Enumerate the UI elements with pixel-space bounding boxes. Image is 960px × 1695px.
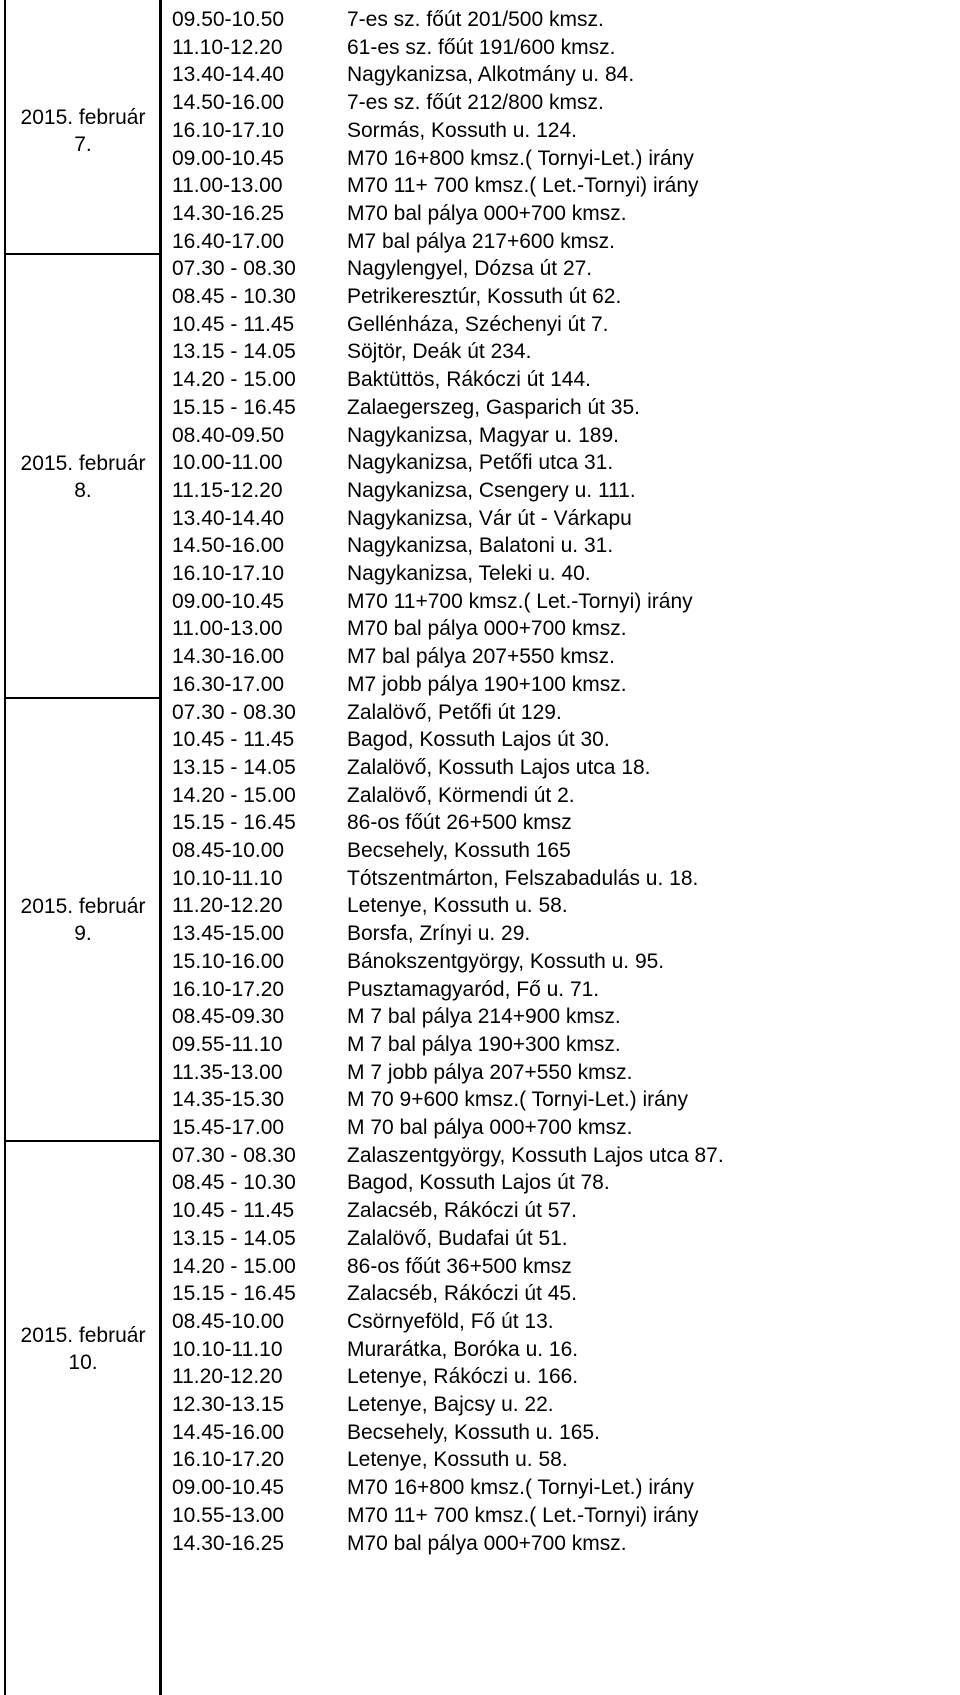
time-cell: 07.30 - 08.30	[172, 700, 296, 724]
time-cell: 11.00-13.00	[172, 174, 283, 198]
time-cell: 10.00-11.00	[172, 451, 283, 475]
location-cell: M7 jobb pálya 190+100 kmsz.	[347, 672, 627, 696]
location-cell: M 7 bal pálya 214+900 kmsz.	[347, 1005, 621, 1029]
location-cell: M70 bal pálya 000+700 kmsz.	[347, 617, 627, 641]
time-cell: 07.30 - 08.30	[172, 257, 296, 281]
time-cell: 13.40-14.40	[172, 63, 285, 87]
time-cell: 08.45 - 10.30	[172, 285, 296, 308]
location-cell: Bánokszentgyörgy, Kossuth u. 95.	[347, 949, 665, 973]
location-cell: M70 11+ 700 kmsz.( Let.-Tornyi) irány	[347, 174, 699, 198]
location-cell: M70 16+800 kmsz.( Tornyi-Let.) irány	[347, 146, 694, 170]
time-cell: 14.20 - 15.00	[172, 1254, 296, 1278]
location-cell: Zalaszentgyörgy, Kossuth Lajos utca 87.	[347, 1143, 724, 1167]
location-cell: Nagykanizsa, Petőfi utca 31.	[347, 451, 614, 475]
time-cell: 10.45 - 11.45	[172, 312, 295, 336]
time-cell: 13.15 - 14.05	[172, 1226, 296, 1250]
date-label: 2015. február	[20, 1324, 146, 1348]
time-cell: 13.15 - 14.05	[172, 340, 296, 364]
location-cell: M70 11+700 kmsz.( Let.-Tornyi) irány	[347, 589, 693, 613]
time-cell: 16.40-17.00	[172, 229, 285, 253]
time-cell: 08.45 - 10.30	[172, 1171, 296, 1195]
location-cell: Zalalövő, Kossuth Lajos utca 18.	[347, 755, 651, 779]
location-cell: Letenye, Rákóczi u. 166.	[347, 1365, 579, 1389]
date-cell	[6, 893, 160, 947]
time-cell: 14.20 - 15.00	[172, 368, 296, 392]
time-cell: 08.45-09.30	[172, 1005, 285, 1029]
location-cell: Becsehely, Kossuth u. 165.	[347, 1420, 600, 1444]
time-cell: 15.15 - 16.45	[172, 1282, 296, 1306]
location-cell: 7-es sz. főút 212/800 kmsz.	[347, 91, 604, 115]
time-cell: 09.00-10.45	[172, 1476, 285, 1500]
location-cell: Zalalövő, Körmendi út 2.	[347, 783, 575, 807]
time-cell: 16.10-17.20	[172, 977, 285, 1001]
location-cell: Petrikeresztúr, Kossuth út 62.	[347, 285, 622, 308]
location-cell: Pusztamagyaród, Fő u. 71.	[347, 977, 600, 1001]
time-cell: 16.10-17.10	[172, 118, 285, 142]
time-cell: 16.10-17.20	[172, 1448, 285, 1472]
time-cell: 10.10-11.10	[172, 866, 283, 890]
day-separator	[4, 697, 160, 699]
time-cell: 13.40-14.40	[172, 506, 285, 530]
location-cell: M70 bal pálya 000+700 kmsz.	[347, 201, 627, 225]
date-cell	[6, 450, 160, 504]
location-cell: Nagykanizsa, Vár út - Várkapu	[347, 506, 632, 530]
location-cell: Zalacséb, Rákóczi út 57.	[347, 1199, 577, 1223]
time-cell: 15.10-16.00	[172, 949, 285, 973]
location-cell: M 7 bal pálya 190+300 kmsz.	[347, 1032, 621, 1056]
time-cell: 10.10-11.10	[172, 1337, 283, 1361]
location-cell: Zalacséb, Rákóczi út 45.	[347, 1282, 577, 1306]
time-cell: 14.50-16.00	[172, 534, 285, 558]
time-cell: 08.45-10.00	[172, 1309, 285, 1333]
location-cell: Zalaegerszeg, Gasparich út 35.	[347, 395, 640, 419]
time-cell: 12.30-13.15	[172, 1393, 285, 1416]
date-day-number: 10.	[68, 1351, 98, 1375]
time-cell: 13.45-15.00	[172, 922, 285, 946]
time-cell: 11.35-13.00	[172, 1060, 283, 1084]
time-cell: 10.45 - 11.45	[172, 1199, 295, 1223]
date-label: 2015. február	[20, 105, 146, 129]
day-separator	[4, 1140, 160, 1142]
date-day-number: 9.	[74, 922, 92, 946]
location-cell: Letenye, Kossuth u. 58.	[347, 1448, 568, 1472]
location-cell: 86-os főút 36+500 kmsz	[347, 1254, 572, 1278]
date-label: 2015. február	[20, 451, 146, 475]
location-cell: M70 11+ 700 kmsz.( Let.-Tornyi) irány	[347, 1503, 699, 1527]
date-label: 2015. február	[20, 895, 146, 919]
location-cell: Nagykanizsa, Magyar u. 189.	[347, 423, 619, 447]
location-cell: Gellénháza, Széchenyi út 7.	[347, 312, 609, 336]
location-cell: Nagykanizsa, Balatoni u. 31.	[347, 534, 614, 558]
location-cell: M7 bal pálya 207+550 kmsz.	[347, 645, 615, 669]
location-cell: Nagykanizsa, Csengery u. 111.	[347, 478, 636, 502]
time-cell: 11.15-12.20	[172, 478, 283, 502]
location-cell: Borsfa, Zrínyi u. 29.	[347, 922, 531, 946]
location-cell: Becsehely, Kossuth 165	[347, 839, 571, 862]
location-cell: M 70 9+600 kmsz.( Tornyi-Let.) irány	[347, 1088, 688, 1112]
time-cell: 15.45-17.00	[172, 1116, 285, 1139]
time-cell: 14.30-16.25	[172, 1531, 285, 1555]
location-cell: Söjtör, Deák út 234.	[347, 340, 532, 364]
location-cell: Tótszentmárton, Felszabadulás u. 18.	[347, 866, 699, 890]
time-cell: 09.50-10.50	[172, 8, 285, 31]
time-cell: 07.30 - 08.30	[172, 1143, 296, 1167]
location-cell: Zalalövő, Petőfi út 129.	[347, 700, 562, 724]
date-day-number: 8.	[74, 478, 92, 502]
location-cell: M7 bal pálya 217+600 kmsz.	[347, 229, 615, 253]
location-cell: Letenye, Bajcsy u. 22.	[347, 1393, 554, 1416]
time-cell: 11.20-12.20	[172, 894, 283, 918]
location-cell: Nagylengyel, Dózsa út 27.	[347, 257, 593, 281]
location-cell: Letenye, Kossuth u. 58.	[347, 894, 568, 918]
location-cell: M 7 jobb pálya 207+550 kmsz.	[347, 1060, 633, 1084]
location-cell: 86-os főút 26+500 kmsz	[347, 811, 572, 835]
location-cell: Bagod, Kossuth Lajos út 78.	[347, 1171, 610, 1195]
location-cell: Nagykanizsa, Teleki u. 40.	[347, 562, 591, 585]
time-cell: 15.15 - 16.45	[172, 811, 296, 835]
time-cell: 10.45 - 11.45	[172, 728, 295, 752]
location-cell: Csörnyeföld, Fő út 13.	[347, 1309, 554, 1333]
time-cell: 10.55-13.00	[172, 1503, 285, 1527]
location-cell: Bagod, Kossuth Lajos út 30.	[347, 728, 610, 752]
location-cell: Baktüttös, Rákóczi út 144.	[347, 368, 591, 392]
location-cell: M 70 bal pálya 000+700 kmsz.	[347, 1116, 633, 1139]
location-cell: 61-es sz. főút 191/600 kmsz.	[347, 35, 616, 59]
time-cell: 11.10-12.20	[172, 35, 283, 59]
location-cell: Murarátka, Boróka u. 16.	[347, 1337, 579, 1361]
time-cell: 16.30-17.00	[172, 672, 285, 696]
time-cell: 14.45-16.00	[172, 1420, 285, 1444]
time-cell: 14.50-16.00	[172, 91, 285, 115]
time-cell: 14.30-16.25	[172, 201, 285, 225]
time-cell: 09.00-10.45	[172, 146, 285, 170]
time-cell: 15.15 - 16.45	[172, 395, 296, 419]
date-cell	[6, 1322, 160, 1376]
location-cell: Zalalövő, Budafai út 51.	[347, 1226, 568, 1250]
time-cell: 14.30-16.00	[172, 645, 285, 669]
time-cell: 08.45-10.00	[172, 839, 285, 862]
time-cell: 14.20 - 15.00	[172, 783, 296, 807]
time-cell: 09.55-11.10	[172, 1032, 283, 1056]
location-cell: 7-es sz. főút 201/500 kmsz.	[347, 8, 604, 31]
date-cell	[6, 104, 160, 158]
time-cell: 11.00-13.00	[172, 617, 283, 641]
location-cell: Sormás, Kossuth u. 124.	[347, 118, 577, 142]
time-cell: 08.40-09.50	[172, 423, 285, 447]
time-cell: 11.20-12.20	[172, 1365, 283, 1389]
date-day-number: 7.	[74, 132, 92, 156]
location-cell: Nagykanizsa, Alkotmány u. 84.	[347, 63, 635, 87]
time-cell: 09.00-10.45	[172, 589, 285, 613]
location-cell: M70 16+800 kmsz.( Tornyi-Let.) irány	[347, 1476, 694, 1500]
time-cell: 16.10-17.10	[172, 562, 285, 585]
time-cell: 13.15 - 14.05	[172, 755, 296, 779]
day-separator	[4, 253, 160, 255]
location-cell: M70 bal pálya 000+700 kmsz.	[347, 1531, 627, 1555]
time-cell: 14.35-15.30	[172, 1088, 285, 1112]
